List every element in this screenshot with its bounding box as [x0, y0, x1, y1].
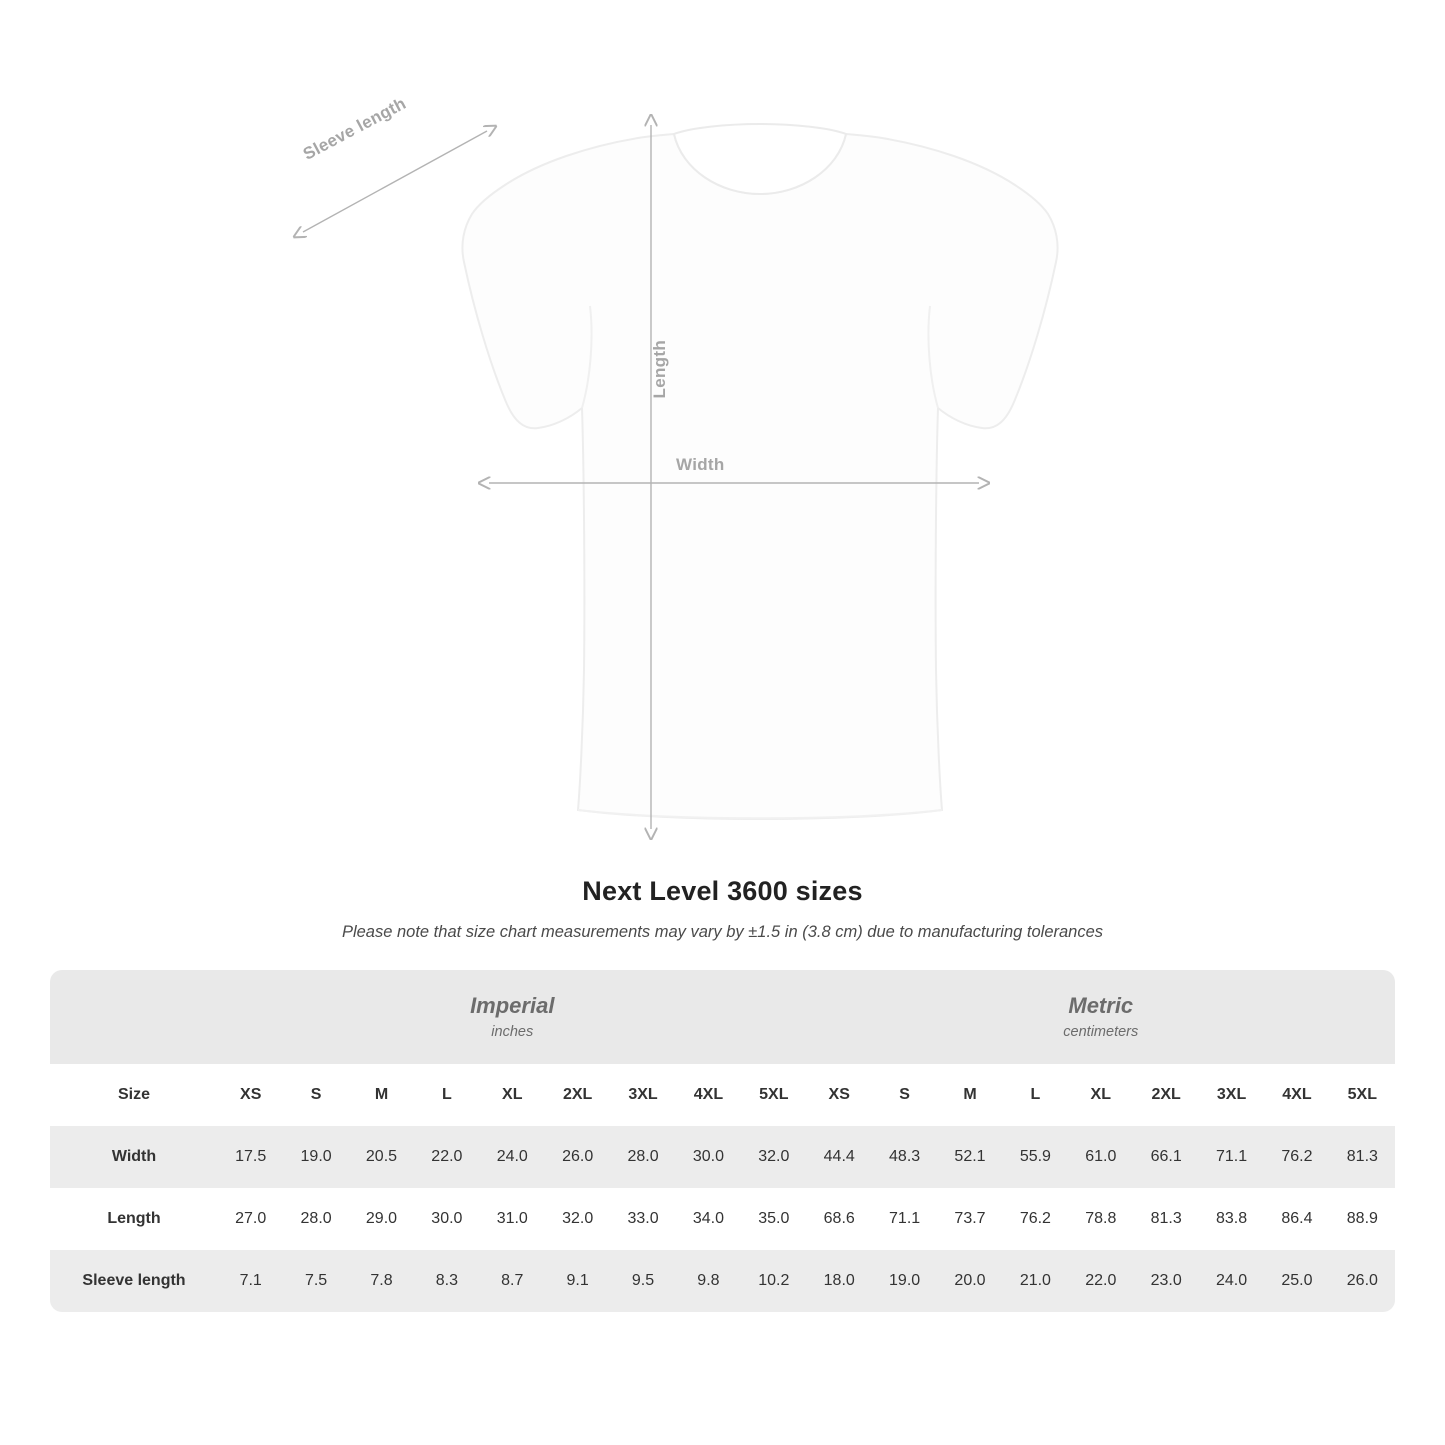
cell-sleeve-8: 10.2: [741, 1250, 806, 1312]
size-header-l-imperial: L: [414, 1064, 479, 1126]
cell-sleeve-2: 7.8: [349, 1250, 414, 1312]
size-header-5xl-imperial: 5XL: [741, 1064, 806, 1126]
cell-length-17: 88.9: [1330, 1188, 1395, 1250]
cell-sleeve-13: 22.0: [1068, 1250, 1133, 1312]
cell-width-13: 61.0: [1068, 1126, 1133, 1188]
cell-width-12: 55.9: [1003, 1126, 1068, 1188]
table-row-length: [50, 1188, 1395, 1250]
cell-width-15: 71.1: [1199, 1126, 1264, 1188]
cell-length-11: 73.7: [937, 1188, 1002, 1250]
cell-width-17: 81.3: [1330, 1126, 1395, 1188]
cell-length-14: 81.3: [1133, 1188, 1198, 1250]
cell-length-9: 68.6: [807, 1188, 872, 1250]
page-title: Next Level 3600 sizes: [582, 876, 863, 906]
unit-group-row: [50, 970, 1395, 1064]
cell-sleeve-10: 19.0: [872, 1250, 937, 1312]
cell-sleeve-3: 8.3: [414, 1250, 479, 1312]
table-row-sleeve-length: [50, 1250, 1395, 1312]
size-header-2xl-imperial: 2XL: [545, 1064, 610, 1126]
cell-length-1: 28.0: [283, 1188, 348, 1250]
cell-width-10: 48.3: [872, 1126, 937, 1188]
row-label-width: Width: [50, 1126, 218, 1188]
cell-width-0: 17.5: [218, 1126, 283, 1188]
size-header-4xl-imperial: 4XL: [676, 1064, 741, 1126]
size-header-l-metric: L: [1003, 1064, 1068, 1126]
cell-sleeve-0: 7.1: [218, 1250, 283, 1312]
cell-sleeve-9: 18.0: [807, 1250, 872, 1312]
size-header-xs-imperial: XS: [218, 1064, 283, 1126]
size-row-label: Size: [50, 1064, 218, 1126]
size-header-3xl-imperial: 3XL: [610, 1064, 675, 1126]
cell-width-9: 44.4: [807, 1126, 872, 1188]
size-header-4xl-metric: 4XL: [1264, 1064, 1329, 1126]
cell-sleeve-17: 26.0: [1330, 1250, 1395, 1312]
cell-width-5: 26.0: [545, 1126, 610, 1188]
cell-sleeve-4: 8.7: [480, 1250, 545, 1312]
cell-width-8: 32.0: [741, 1126, 806, 1188]
cell-length-8: 35.0: [741, 1188, 806, 1250]
cell-length-6: 33.0: [610, 1188, 675, 1250]
size-header-m-metric: M: [937, 1064, 1002, 1126]
title-block: [0, 876, 1445, 942]
cell-sleeve-6: 9.5: [610, 1250, 675, 1312]
row-label-length: Length: [50, 1188, 218, 1250]
cell-sleeve-1: 7.5: [283, 1250, 348, 1312]
size-header-m-imperial: M: [349, 1064, 414, 1126]
width-label: Width: [676, 455, 725, 474]
size-chart-table: [50, 970, 1395, 1312]
cell-sleeve-14: 23.0: [1133, 1250, 1198, 1312]
table-row-width: [50, 1126, 1395, 1188]
size-table-wrapper: [50, 970, 1395, 1312]
cell-length-3: 30.0: [414, 1188, 479, 1250]
cell-length-13: 78.8: [1068, 1188, 1133, 1250]
size-header-s-imperial: S: [283, 1064, 348, 1126]
cell-width-1: 19.0: [283, 1126, 348, 1188]
table-corner: [50, 970, 218, 1064]
cell-width-16: 76.2: [1264, 1126, 1329, 1188]
group-header-imperial: Imperial inches: [218, 970, 807, 1064]
cell-sleeve-11: 20.0: [937, 1250, 1002, 1312]
size-header-5xl-metric: 5XL: [1330, 1064, 1395, 1126]
row-label-sleeve-length: Sleeve length: [50, 1250, 218, 1312]
cell-length-15: 83.8: [1199, 1188, 1264, 1250]
sleeve-length-label: Sleeve length: [300, 93, 410, 164]
size-header-2xl-metric: 2XL: [1133, 1064, 1198, 1126]
cell-sleeve-12: 21.0: [1003, 1250, 1068, 1312]
group-header-metric: Metric centimeters: [807, 970, 1396, 1064]
cell-width-4: 24.0: [480, 1126, 545, 1188]
size-header-3xl-metric: 3XL: [1199, 1064, 1264, 1126]
cell-length-10: 71.1: [872, 1188, 937, 1250]
size-header-s-metric: S: [872, 1064, 937, 1126]
length-label: Length: [650, 340, 669, 399]
cell-sleeve-15: 24.0: [1199, 1250, 1264, 1312]
cell-width-7: 30.0: [676, 1126, 741, 1188]
cell-length-16: 86.4: [1264, 1188, 1329, 1250]
cell-width-14: 66.1: [1133, 1126, 1198, 1188]
cell-length-2: 29.0: [349, 1188, 414, 1250]
cell-length-5: 32.0: [545, 1188, 610, 1250]
cell-width-6: 28.0: [610, 1126, 675, 1188]
cell-sleeve-7: 9.8: [676, 1250, 741, 1312]
cell-width-3: 22.0: [414, 1126, 479, 1188]
cell-sleeve-16: 25.0: [1264, 1250, 1329, 1312]
cell-length-4: 31.0: [480, 1188, 545, 1250]
cell-length-7: 34.0: [676, 1188, 741, 1250]
cell-width-11: 52.1: [937, 1126, 1002, 1188]
cell-sleeve-5: 9.1: [545, 1250, 610, 1312]
cell-width-2: 20.5: [349, 1126, 414, 1188]
size-header-xl-imperial: XL: [480, 1064, 545, 1126]
tolerance-note: Please note that size chart measurements may vary by ±1.5 in (3.8 cm) due to manufacturing tolerances: [341, 923, 1104, 941]
cell-length-12: 76.2: [1003, 1188, 1068, 1250]
size-header-xs-metric: XS: [807, 1064, 872, 1126]
size-header-xl-metric: XL: [1068, 1064, 1133, 1126]
size-header-row: [50, 1064, 1395, 1126]
cell-length-0: 27.0: [218, 1188, 283, 1250]
